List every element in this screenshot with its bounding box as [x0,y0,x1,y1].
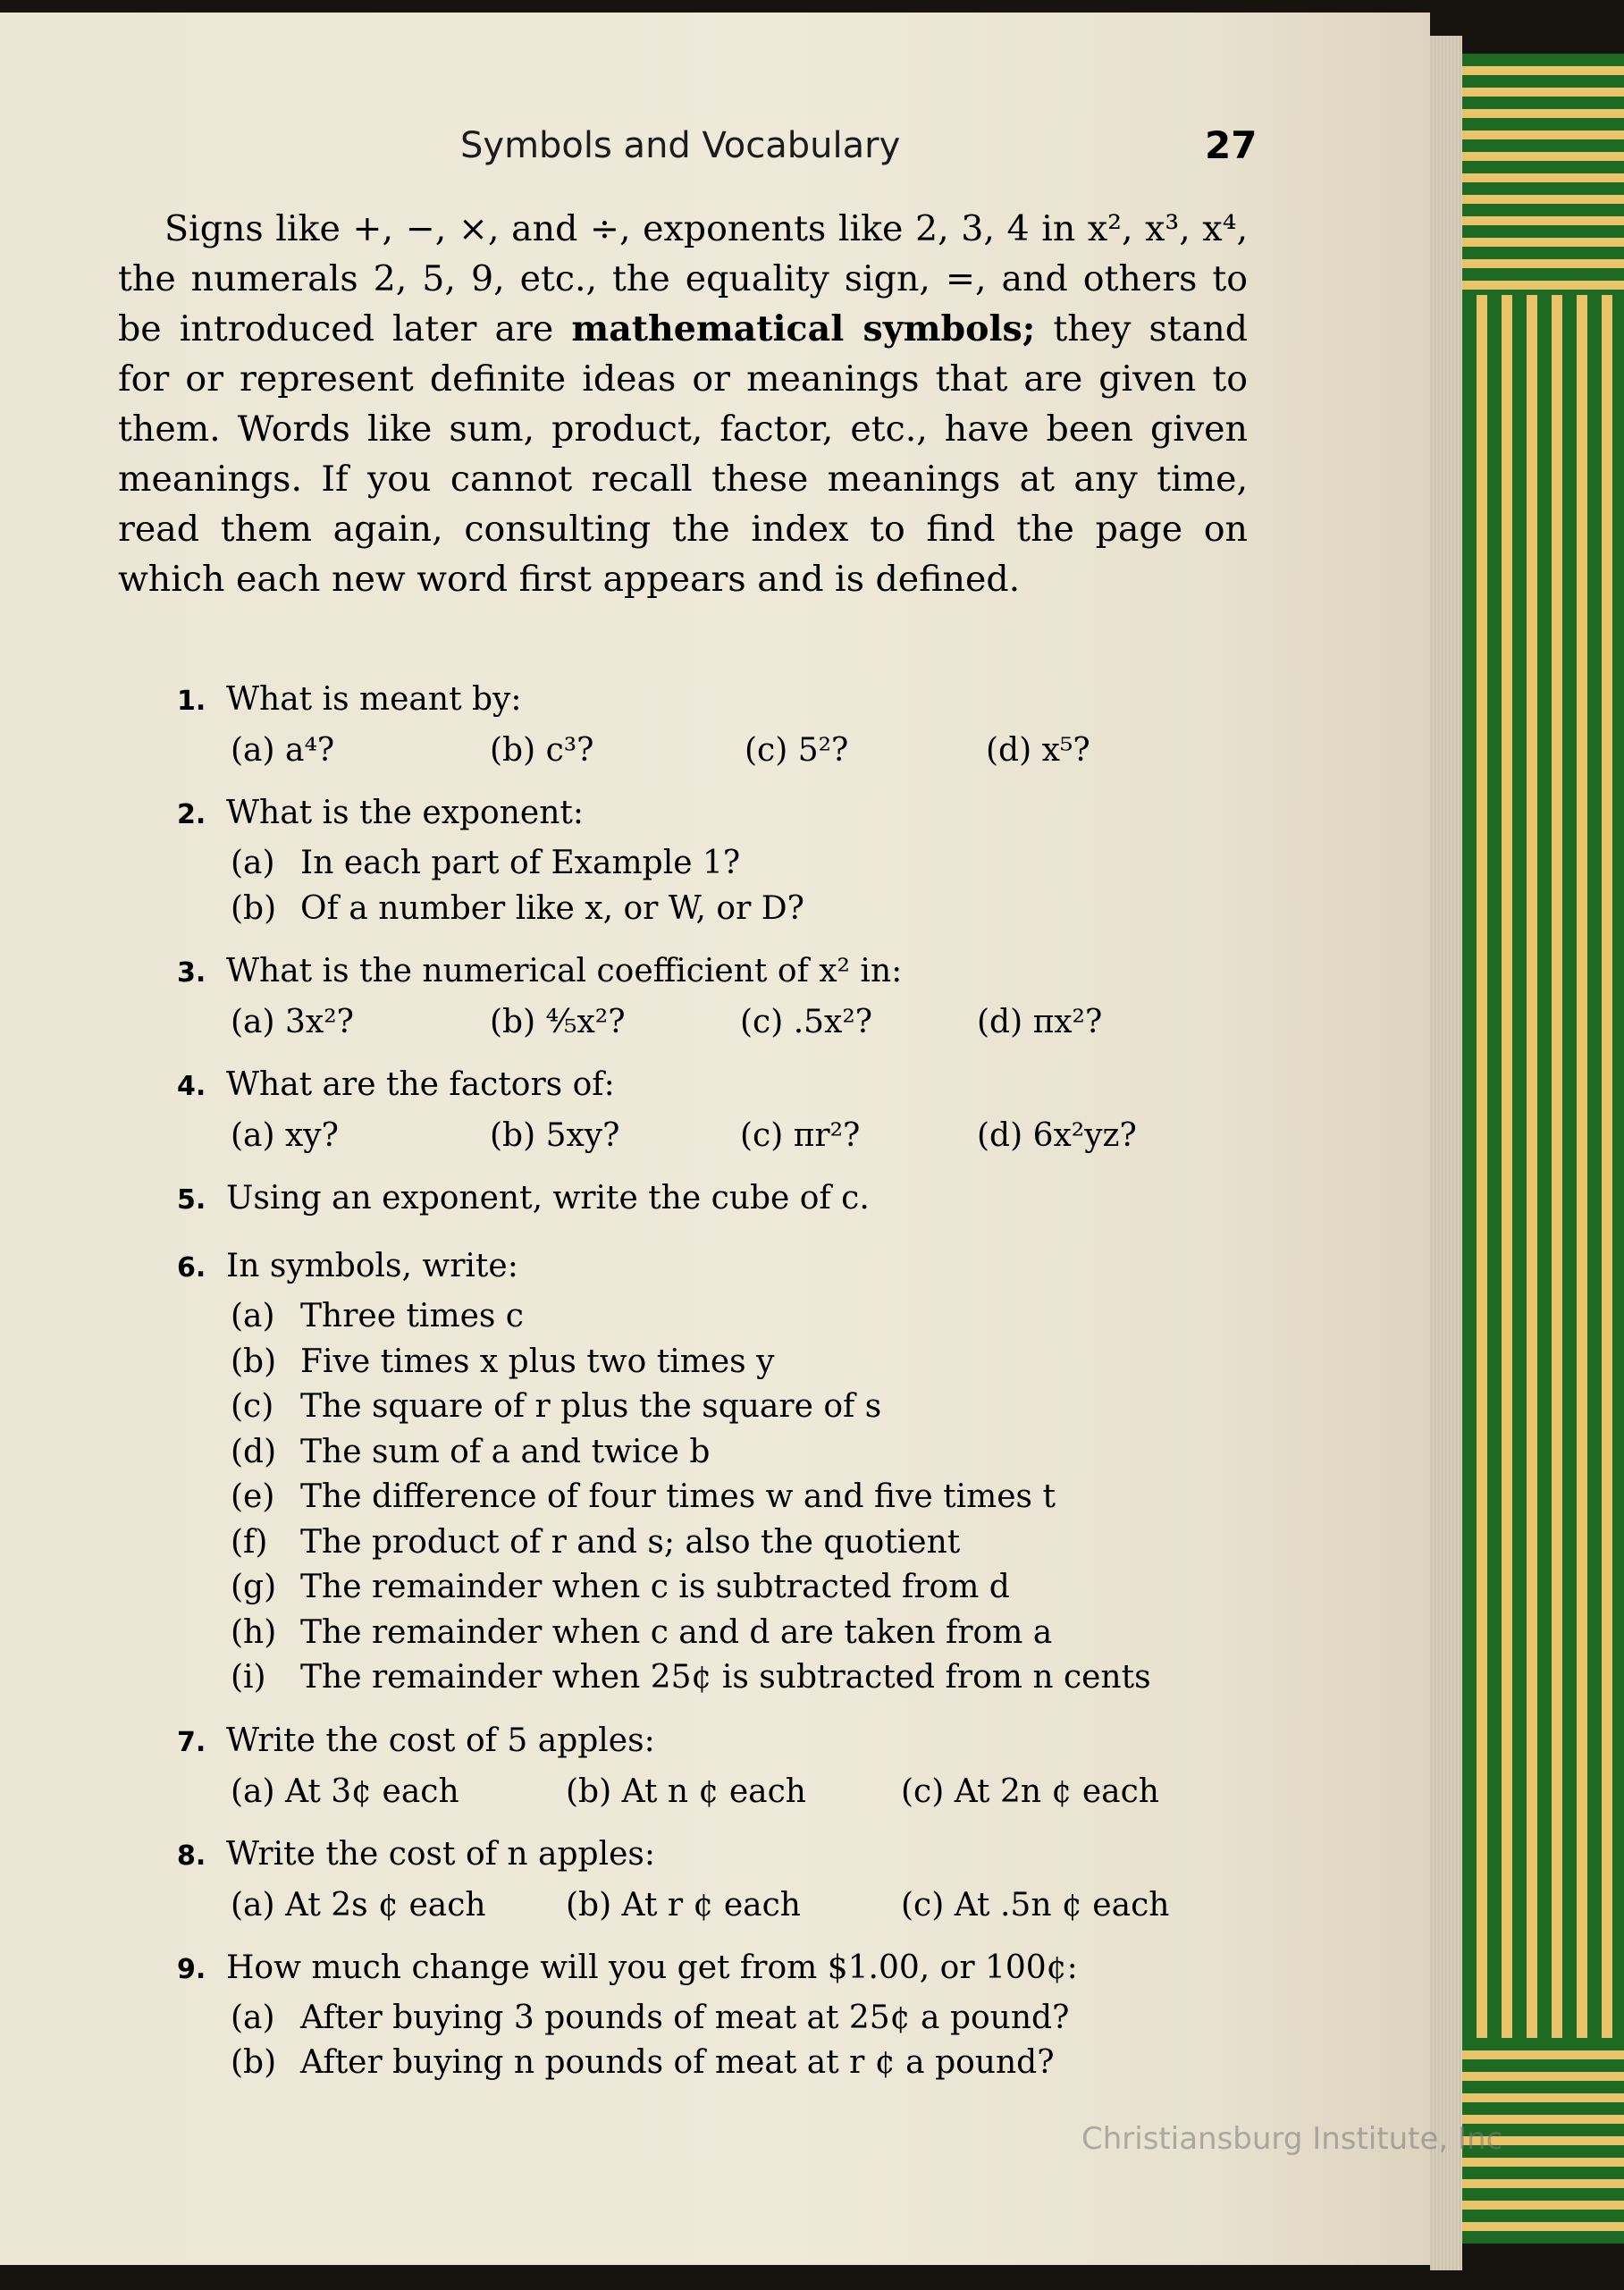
sub-part: (b) 5xy? [490,1117,620,1154]
problem-text: What is meant by: [226,681,522,718]
sub-item: (b) Five times x plus two times y [231,1343,775,1380]
running-header: Symbols and Vocabulary [460,125,901,166]
page-edge [1430,36,1462,2270]
sub-part: (c) πr²? [740,1117,861,1154]
sub-item: (f) The product of r and s; also the quotient [231,1523,961,1561]
problem-number: 7. [177,1726,206,1758]
problem-2 [177,787,1267,931]
sub-part: (c) .5x²? [740,1004,873,1040]
problem-text: How much change will you get from $1.00, or 100¢: [226,1949,1078,1986]
problem-text: Write the cost of 5 apples: [226,1722,655,1759]
sub-item: (g) The remainder when c is subtracted from d [231,1569,1010,1605]
problem-8 [177,1829,1267,1928]
sub-item: (b) Of a number like x, or W, or D? [231,889,804,927]
sub-part: (c) 5²? [745,732,849,769]
sub-item: (a) After buying 3 pounds of meat at 25¢ a pound? [231,1999,1070,2036]
problem-number: 2. [177,799,206,830]
sub-item: (e) The difference of four times w and five times t [231,1478,1056,1515]
sub-part: (a) xy? [231,1117,339,1154]
problem-text: In symbols, write: [226,1248,518,1284]
sub-item: (i) The remainder when 25¢ is subtracted from n cents [231,1659,1151,1696]
problem-text: What are the factors of: [226,1066,615,1103]
sub-item: (b) After buying n pounds of meat at r ¢ a pound? [231,2044,1055,2081]
intro-paragraph [118,204,1248,604]
problem-6 [177,1241,1267,1701]
sub-part: (d) x⁵? [986,732,1090,769]
sub-part: (a) 3x²? [231,1004,354,1040]
sub-part: (c) At 2n ¢ each [901,1772,1159,1810]
sub-item: (a) In each part of Example 1? [231,845,741,881]
sub-item: (a) Three times c [231,1298,524,1334]
sub-part: (a) At 3¢ each [231,1772,459,1810]
problem-4 [177,1059,1267,1158]
watermark: Christiansburg Institute, Inc [1081,2121,1503,2157]
problem-number: 4. [177,1071,206,1102]
cover-pattern-top [1462,54,1624,295]
intro-text-after: they stand for or represent definite ideas or meanings that are given to them. Words like sum, product, factor, etc., have been given meanings. If you cannot recall these meanings at any time, read them again, consulting the index to find the page on which each new word first appears and is defined. [118,308,1248,600]
problem-5 [177,1173,1267,1226]
sub-item: (h) The remainder when c and d are taken from a [231,1613,1053,1651]
problem-number: 9. [177,1953,206,1985]
sub-part: (b) c³? [490,732,594,769]
page-number: 27 [1205,123,1258,167]
sub-part: (b) ⅘x²? [490,1004,626,1040]
problem-text: Using an exponent, write the cube of c. [226,1180,870,1217]
problem-number: 6. [177,1252,206,1284]
problem-number: 3. [177,957,206,989]
problem-number: 1. [177,686,206,717]
sub-item: (d) The sum of a and twice b [231,1433,711,1470]
problem-1 [177,674,1267,773]
intro-bold-term: mathematical symbols; [571,308,1036,349]
problem-7 [177,1715,1267,1814]
intro-text-before: Signs like +, −, ×, and ÷, exponents like 2, 3, 4 in x², x³, x⁴, the numerals 2, 5, 9, etc., the equality sign, =, and others to be introduced later are [118,208,1248,349]
problem-3 [177,946,1267,1045]
problem-number: 5. [177,1184,206,1216]
problem-text: Write the cost of n apples: [226,1835,655,1873]
sub-item: (c) The square of r plus the square of s [231,1388,882,1425]
problem-number: 8. [177,1840,206,1872]
sub-part: (c) At .5n ¢ each [901,1886,1170,1924]
sub-part: (b) At r ¢ each [566,1886,801,1924]
sub-part: (a) At 2s ¢ each [231,1886,486,1924]
sub-part: (d) 6x²yz? [977,1117,1137,1154]
sub-part: (b) At n ¢ each [566,1772,806,1810]
sub-part: (a) a⁴? [231,732,335,769]
problem-9 [177,1942,1267,2086]
problem-text: What is the exponent: [226,795,584,831]
book-cover [1462,54,1624,2244]
problem-text: What is the numerical coefficient of x² in: [226,953,903,989]
sub-part: (d) πx²? [977,1004,1103,1040]
exercise-list [177,674,1267,2101]
cover-pattern-stripes [1462,295,1624,2038]
